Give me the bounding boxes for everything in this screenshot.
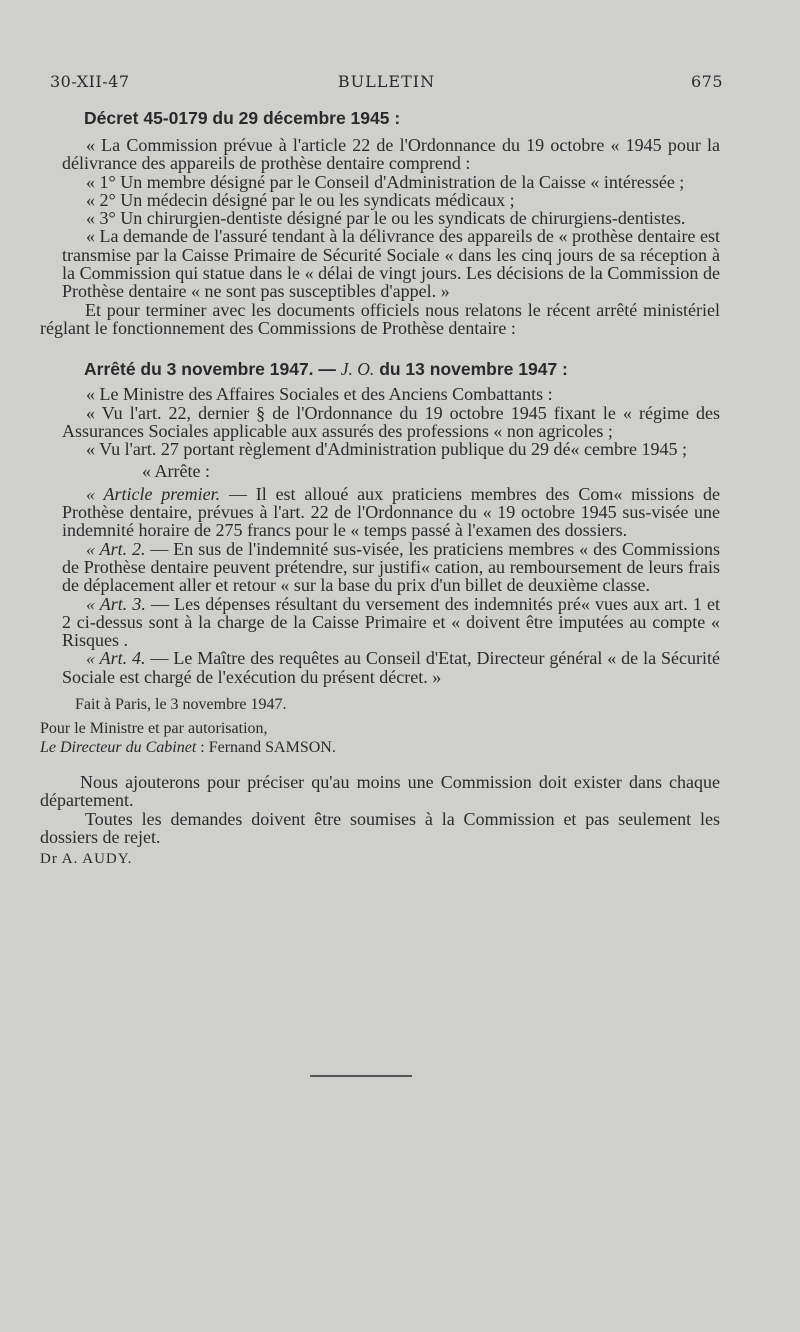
arrete-heading-main: Arrêté du 3 novembre 1947. — [84,359,336,380]
article-text: — Les dépenses résultant du versement des indemnités pré« vues aux art. 1 et 2 ci-dessus sont à la charge de la Caisse Primaire et « doivent être imputées au compte « Risques . [62,593,720,651]
arrete-paragraph: « Vu l'art. 27 portant règlement d'Administration publique du 29 dé« cembre 1945 ; [86,439,687,460]
decret-paragraph: « 1° Un membre désigné par le Conseil d'Administration de la Caisse « intéressée ; [86,171,685,192]
arrete-heading [84,359,720,379]
article-paragraph [40,540,720,595]
directeur-name: : Fernand SAMSON. [200,738,336,756]
separator-rule [310,1075,412,1077]
transition-paragraph: Et pour terminer avec les documents officiels nous relatons le récent arrêté ministériel réglant le fonctionnement des Commissions de Prothèse dentaire : [40,299,720,338]
article-label: « Art. 4. [86,648,146,669]
document-body [40,108,720,868]
arrete-paragraph: « Le Ministre des Affaires Sociales et des Anciens Combattants : [86,384,553,405]
article-label: « Art. 2. [86,538,146,559]
pour-le-ministre: Pour le Ministre et par autorisation, [40,720,268,738]
decret-heading: Décret 45-0179 du 29 décembre 1945 : [84,108,401,128]
decret-paragraph: « La Commission prévue à l'article 22 de l'Ordonnance du 19 octobre « 1945 pour la délivrance des appareils de prothèse dentaire comprend : [62,135,720,174]
article-paragraph [40,595,720,650]
decret-paragraph: « 3° Un chirurgien-dentiste désigné par le ou les syndicats de chirurgiens-dentistes. [86,208,686,229]
page-number: 675 [690,72,723,91]
arrete-heading-date: du 13 novembre 1947 : [379,359,568,380]
closing-paragraph: Toutes les demandes doivent être soumises à la Commission et pas seulement les dossiers de rejet. [40,808,720,847]
article-label: « Art. 3. [86,593,146,614]
article-label: « Article premier. [86,483,221,504]
directeur-title: Le Directeur du Cabinet [40,738,197,756]
arrete-paragraph: « Vu l'art. 22, dernier § de l'Ordonnance du 19 octobre 1945 fixant le « régime des Assurances Sociales applicable aux assurés des professions « non agricoles ; [62,402,720,441]
article-text: — Le Maître des requêtes au Conseil d'Etat, Directeur général « de la Sécurité Sociale est chargé de l'exécution du présent décret. » [62,648,720,687]
decret-paragraph: « 2° Un médecin désigné par le ou les syndicats médicaux ; [86,189,515,210]
article-text: — Il est alloué aux praticiens membres des Com« missions de Prothèse dentaire, prévues à l'art. 22 de l'Ordonnance du « 19 octobre 1945 sus-visée une indemnité horaire de 275 francs pour le « temps passé à l'examen des dossiers. [62,483,721,541]
author-signature: Dr A. AUDY. [40,851,133,868]
fait-a-paris: Fait à Paris, le 3 novembre 1947. [75,696,287,714]
header-title: BULLETIN [337,72,436,91]
arrete-word: « Arrête : [142,461,210,482]
arrete-heading-jo: J. O. [340,359,375,380]
article-paragraph [40,485,720,540]
decret-paragraph: « La demande de l'assuré tendant à la délivrance des appareils de « prothèse dentaire est transmise par la Caisse Primaire de Sécurité Sociale « dans les cinq jours de sa réception à la Commission qui statue dans le « délai de vingt jours. Les décisions de la Commission de Prothèse dentaire « ne sont pas susceptibles d'appel. » [62,226,720,302]
header-date: 30-XII-47 [50,72,130,91]
article-text: — En sus de l'indemnité sus-visée, les praticiens membres « des Commissions de Prothèse dentaire peuvent prétendre, sur justifi« cation, au remboursement de leurs frais de déplacement aller et retour « sur la base du prix d'un billet de deuxième classe. [62,538,720,596]
directeur-signature [40,739,720,757]
closing-paragraph: Nous ajouterons pour préciser qu'au moins une Commission doit exister dans chaque département. [40,771,720,811]
article-paragraph [40,649,720,686]
